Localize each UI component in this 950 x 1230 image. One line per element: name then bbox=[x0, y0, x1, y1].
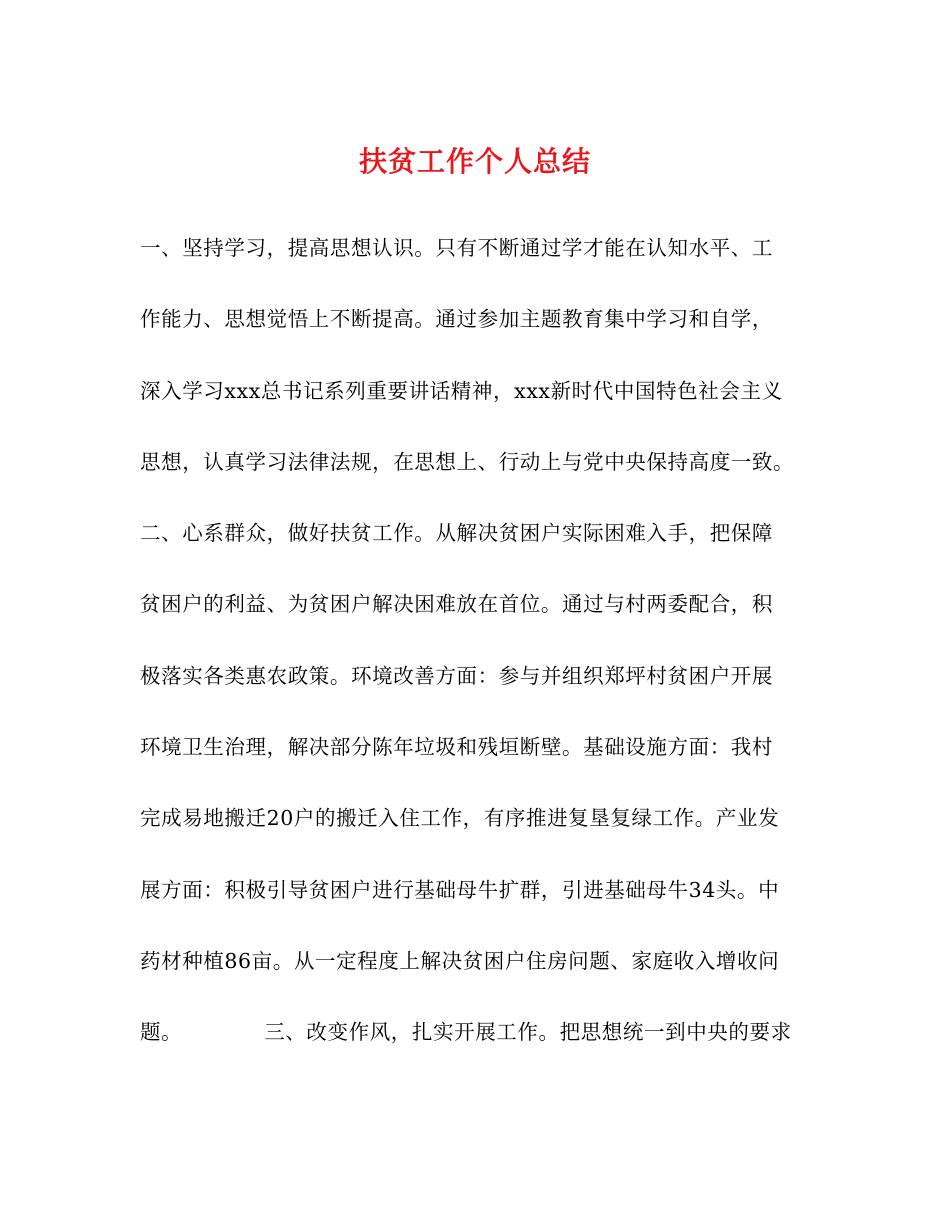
body-line: 环境卫生治理，解决部分陈年垃圾和残垣断壁。基础设施方面：我村 bbox=[140, 735, 773, 760]
body-line: 极落实各类惠农政策。环境改善方面：参与并组织郑坪村贫困户开展 bbox=[140, 663, 773, 688]
body-line: 二、心系群众，做好扶贫工作。从解决贫困户实际困难入手，把保障 bbox=[140, 521, 773, 546]
body-line-last bbox=[140, 1010, 820, 1081]
body-line-last-left: 题。 bbox=[140, 1020, 183, 1045]
body-line-last-right: 三、改变作风，扎实开展工作。把思想统一到中央的要求 bbox=[264, 1020, 792, 1045]
body-line: 完成易地搬迁20户的搬迁入住工作，有序推进复垦复绿工作。产业发 bbox=[140, 806, 780, 831]
body-line: 深入学习xxx总书记系列重要讲话精神，xxx新时代中国特色社会主义 bbox=[140, 378, 783, 403]
body-line: 贫困户的利益、为贫困户解决困难放在首位。通过与村两委配合，积 bbox=[140, 592, 773, 617]
body-line: 药材种植86亩。从一定程度上解决贫困户住房问题、家庭收入增收问 bbox=[140, 948, 780, 973]
document-body bbox=[140, 226, 820, 1082]
document-title: 扶贫工作个人总结 bbox=[358, 145, 591, 178]
body-line: 一、坚持学习，提高思想认识。只有不断通过学才能在认知水平、工 bbox=[140, 236, 773, 260]
body-line: 展方面：积极引导贫困户进行基础母牛扩群，引进基础母牛34头。中 bbox=[140, 877, 780, 902]
body-line: 作能力、思想觉悟上不断提高。通过参加主题教育集中学习和自学， bbox=[140, 307, 773, 332]
body-line: 思想，认真学习法律法规，在思想上、行动上与党中央保持高度一致。 bbox=[140, 449, 795, 474]
